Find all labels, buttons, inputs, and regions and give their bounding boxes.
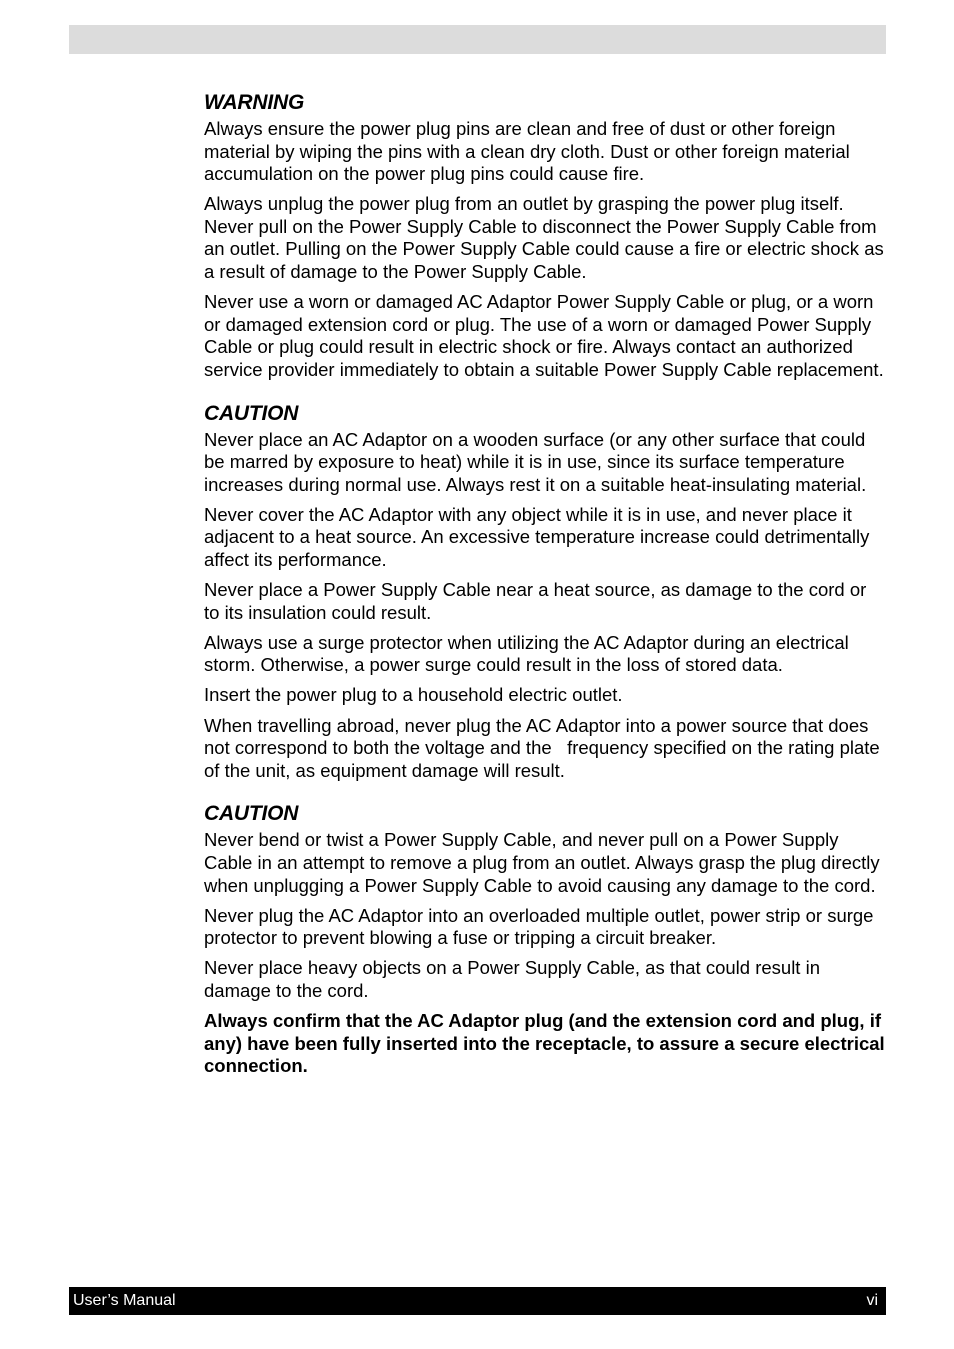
page-number: vi — [866, 1292, 878, 1309]
header-bar — [69, 25, 886, 54]
paragraph: Insert the power plug to a household electric outlet. — [204, 684, 623, 706]
paragraph: Never use a worn or damaged AC Adaptor Power Supply Cable or plug, or a worn or damaged extension cord or plug. The use of a worn or damaged Power Supply Cable or plug could result in electric shock or fire. Always contact an authorized service provider immediately to obtain a suitable Power Supply Cable replacement. — [204, 291, 884, 380]
paragraph: Always use a surge protector when utilizing the AC Adaptor during an electrical storm. Otherwise, a power surge could result in the loss of stored data. — [204, 631, 849, 676]
paragraph: When travelling abroad, never plug the AC Adaptor into a power source that does not correspond to both the voltage and the frequency specified on the rating plate of the unit, as equipment damage will result. — [204, 714, 885, 781]
paragraph: Never cover the AC Adaptor with any object while it is in use, and never place it adjacent to a heat source. An excessive temperature increase could detrimentally affect its performance. — [204, 503, 870, 570]
bold-paragraph: Always confirm that the AC Adaptor plug (and the extension cord and plug, if any) have been fully inserted into the receptacle, to assure a secure electrical connection. — [204, 1010, 885, 1077]
paragraph: Never bend or twist a Power Supply Cable, and never pull on a Power Supply Cable in an attempt to remove a plug from an outlet. Always grasp the plug directly when unplugging a Power Supply Cable to avoid causing any damage to the cord. — [204, 829, 880, 896]
caution-section-2 — [204, 801, 886, 1077]
paragraph: Never plug the AC Adaptor into an overloaded multiple outlet, power strip or surge protector to prevent blowing a fuse or tripping a circuit breaker. — [204, 904, 874, 949]
warning-section — [204, 90, 886, 382]
page-content — [204, 90, 886, 1097]
paragraph: Never place heavy objects on a Power Supply Cable, as that could result in damage to the cord. — [204, 957, 820, 1001]
section-heading: CAUTION — [204, 802, 299, 826]
section-heading: CAUTION — [204, 401, 299, 425]
paragraph: Always ensure the power plug pins are clean and free of dust or other foreign material by wiping the pins with a clean dry cloth. Dust or other foreign material accumulation on the power plug pins could cause fire. — [204, 118, 850, 185]
section-heading: WARNING — [204, 91, 305, 114]
footer-bar — [69, 1287, 886, 1315]
footer-title: User’s Manual — [73, 1292, 176, 1309]
paragraph: Never place a Power Supply Cable near a heat source, as damage to the cord or to its insulation could result. — [204, 579, 867, 623]
caution-section-1 — [204, 401, 886, 783]
paragraph: Always unplug the power plug from an outlet by grasping the power plug itself. Never pull on the Power Supply Cable to disconnect the Power Supply Cable from an outlet. Pulling on the Power Supply Cable could cause a fire or electric shock as a result of damage to the Power Supply Cable. — [204, 193, 884, 283]
paragraph: Never place an AC Adaptor on a wooden surface (or any other surface that could be marred by exposure to heat) while it is in use, since its surface temperature increases during normal use. Always rest it on a suitable heat-insulating material. — [204, 428, 867, 495]
